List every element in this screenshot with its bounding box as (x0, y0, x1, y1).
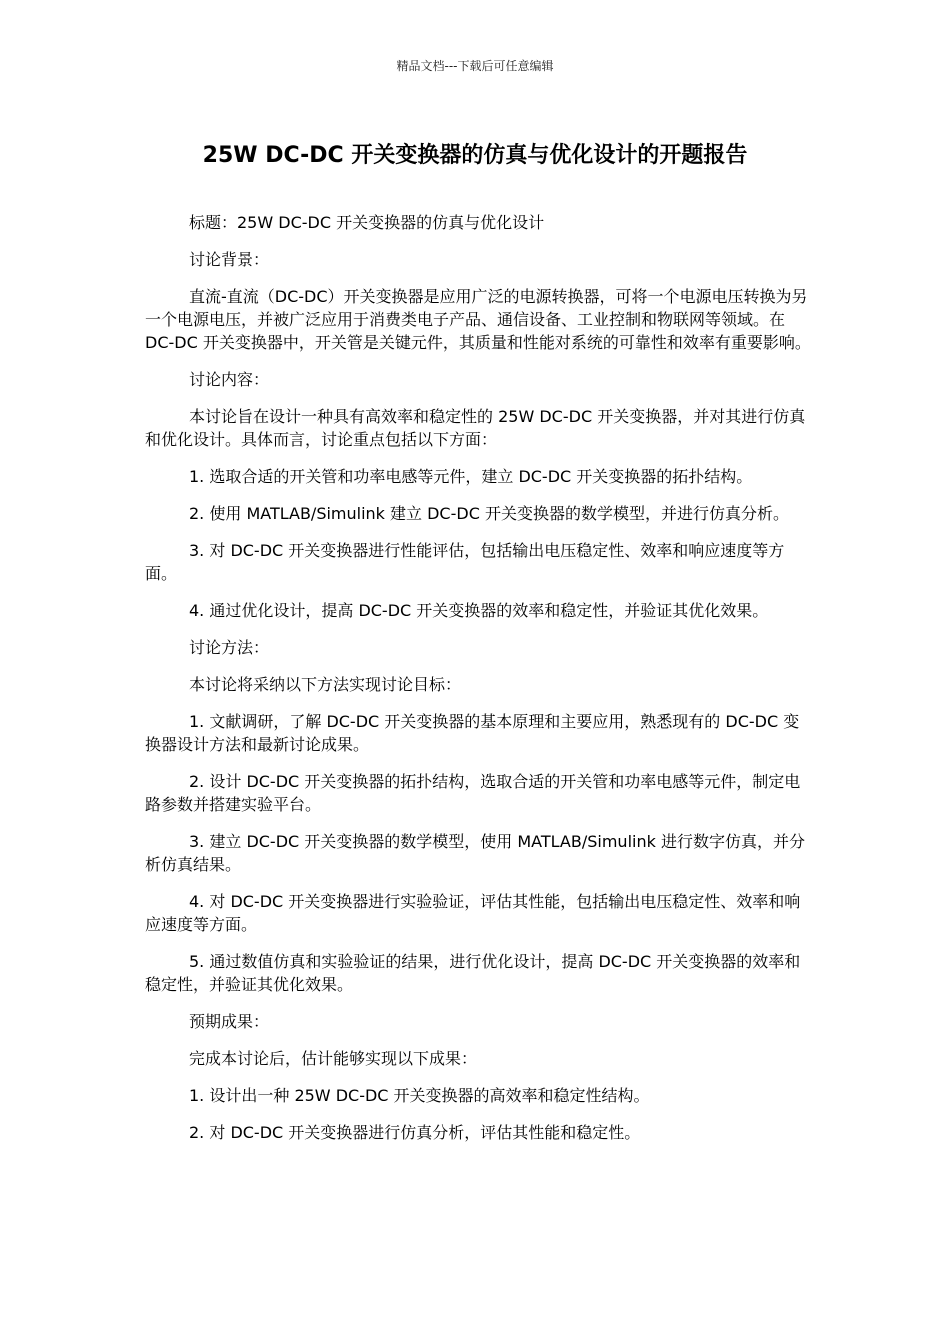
section-heading-method: 讨论方法： (189, 638, 270, 657)
list-item: 1. 文献调研，了解 DC-DC 开关变换器的基本原理和主要应用，熟悉现有的 DC-DC 变换器设计方法和最新讨论成果。 (145, 712, 800, 754)
list-item: 4. 对 DC-DC 开关变换器进行实验验证，评估其性能，包括输出电压稳定性、效率和响应速度等方面。 (145, 892, 801, 934)
paragraph: 直流-直流（DC-DC）开关变换器是应用广泛的电源转换器，可将一个电源电压转换为另一个电源电压，并被广泛应用于消费类电子产品、通信设备、工业控制和物联网等领域。在 DC-DC 开关变换器中，开关管是关键元件，其质量和性能对系统的可靠性和效率有重要影响。 (145, 287, 811, 352)
list-item: 2. 使用 MATLAB/Simulink 建立 DC-DC 开关变换器的数学模型，并进行仿真分析。 (189, 504, 789, 523)
paragraph: 完成本讨论后，估计能够实现以下成果： (189, 1049, 478, 1068)
document-body (145, 211, 813, 1158)
document-title: 25W DC-DC 开关变换器的仿真与优化设计的开题报告 (202, 143, 748, 168)
list-item: 5. 通过数值仿真和实验验证的结果，进行优化设计，提高 DC-DC 开关变换器的效率和稳定性，并验证其优化效果。 (145, 952, 801, 994)
paragraph: 本讨论将采纳以下方法实现讨论目标： (189, 675, 462, 694)
section-heading-content: 讨论内容： (189, 370, 270, 389)
paragraph: 本讨论旨在设计一种具有高效率和稳定性的 25W DC-DC 开关变换器，并对其进行仿真和优化设计。具体而言，讨论重点包括以下方面： (145, 407, 806, 449)
list-item: 2. 对 DC-DC 开关变换器进行仿真分析，评估其性能和稳定性。 (189, 1123, 641, 1142)
section-heading-outcomes: 预期成果： (189, 1012, 270, 1031)
list-item: 1. 设计出一种 25W DC-DC 开关变换器的高效率和稳定性结构。 (189, 1086, 650, 1105)
list-item: 2. 设计 DC-DC 开关变换器的拓扑结构，选取合适的开关管和功率电感等元件，制定电路参数并搭建实验平台。 (145, 772, 801, 814)
paragraph-title-line: 标题：25W DC-DC 开关变换器的仿真与优化设计 (189, 213, 545, 232)
section-heading-background: 讨论背景： (189, 250, 270, 269)
list-item: 4. 通过优化设计，提高 DC-DC 开关变换器的效率和稳定性，并验证其优化效果。 (189, 601, 769, 620)
list-item: 1. 选取合适的开关管和功率电感等元件，建立 DC-DC 开关变换器的拓扑结构。 (189, 467, 753, 486)
list-item: 3. 对 DC-DC 开关变换器进行性能评估，包括输出电压稳定性、效率和响应速度等方面。 (145, 541, 785, 583)
page-header: 精品文档---下载后可任意编辑 (396, 59, 554, 73)
list-item: 3. 建立 DC-DC 开关变换器的数学模型，使用 MATLAB/Simulink 进行数字仿真，并分析仿真结果。 (145, 832, 805, 874)
